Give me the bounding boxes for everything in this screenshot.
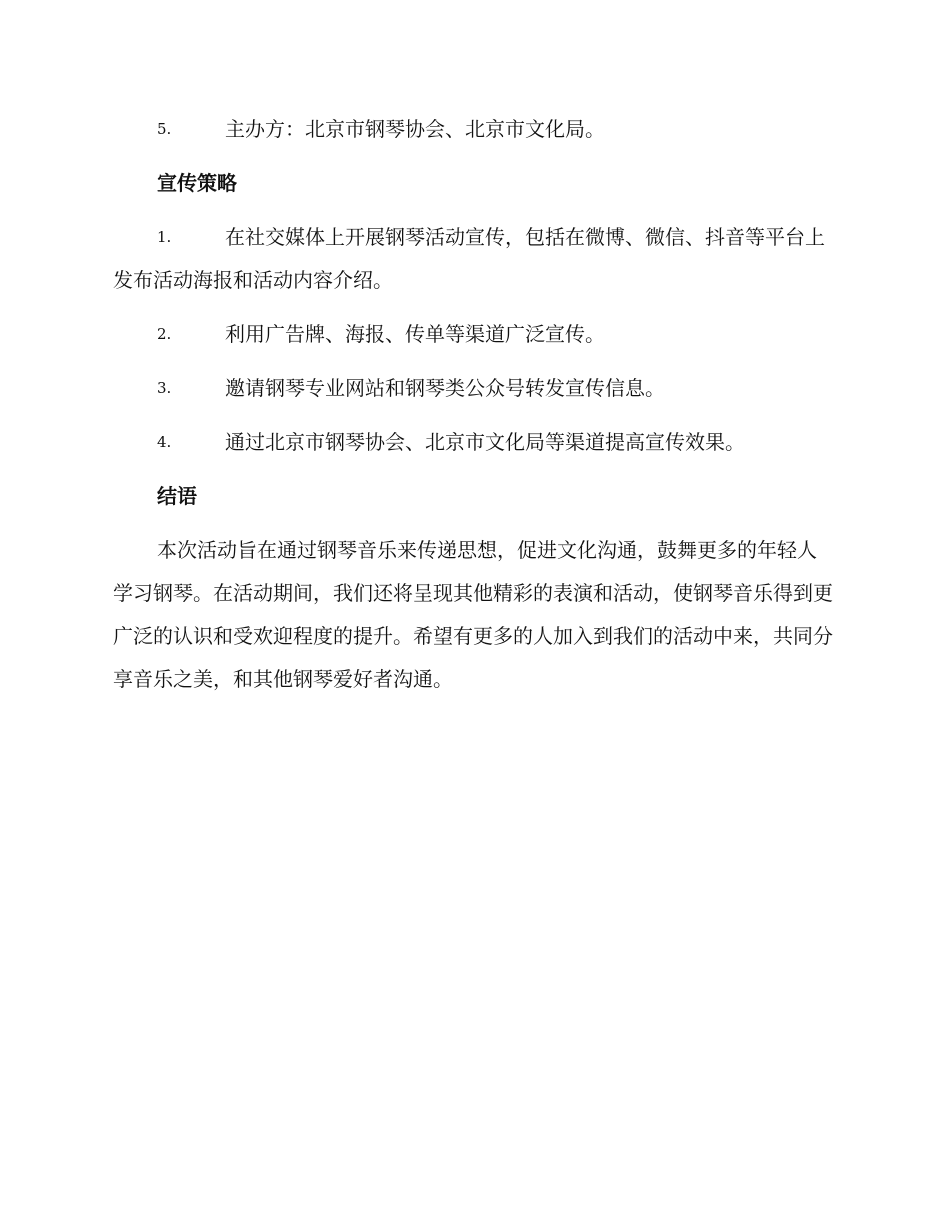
list-item-text: 通过北京市钢琴协会、北京市文化局等渠道提高宣传效果。 bbox=[225, 430, 745, 454]
list-item-text: 主办方：北京市钢琴协会、北京市文化局。 bbox=[225, 117, 605, 141]
section-heading-promotion: 宣传策略 bbox=[157, 171, 237, 195]
section-heading-conclusion: 结语 bbox=[157, 484, 197, 508]
list-item-organizer bbox=[113, 108, 833, 151]
list-item-number: 1. bbox=[157, 228, 172, 246]
conclusion-paragraph: 本次活动旨在通过钢琴音乐来传递思想，促进文化沟通，鼓舞更多的年轻人学习钢琴。在活动期间，我们还将呈现其他精彩的表演和活动，使钢琴音乐得到更广泛的认识和受欢迎程度的提升。希望有更多的人加入到我们的活动中来，共同分享音乐之美，和其他钢琴爱好者沟通。 bbox=[113, 538, 833, 691]
list-item-promotion-1 bbox=[113, 216, 833, 302]
list-item-number: 4. bbox=[157, 433, 172, 451]
list-item-number: 5. bbox=[157, 120, 172, 138]
list-item-text: 邀请钢琴专业网站和钢琴类公众号转发宣传信息。 bbox=[225, 376, 665, 400]
list-item-promotion-3 bbox=[113, 367, 833, 410]
list-item-promotion-2 bbox=[113, 313, 833, 356]
list-item-number: 3. bbox=[157, 379, 172, 397]
list-item-number: 2. bbox=[157, 325, 172, 343]
list-item-text: 利用广告牌、海报、传单等渠道广泛宣传。 bbox=[225, 322, 605, 346]
list-item-text: 在社交媒体上开展钢琴活动宣传，包括在微博、微信、抖音等平台上发布活动海报和活动内容介绍。 bbox=[113, 225, 825, 292]
list-item-promotion-4 bbox=[113, 421, 833, 464]
document-body bbox=[113, 108, 833, 701]
